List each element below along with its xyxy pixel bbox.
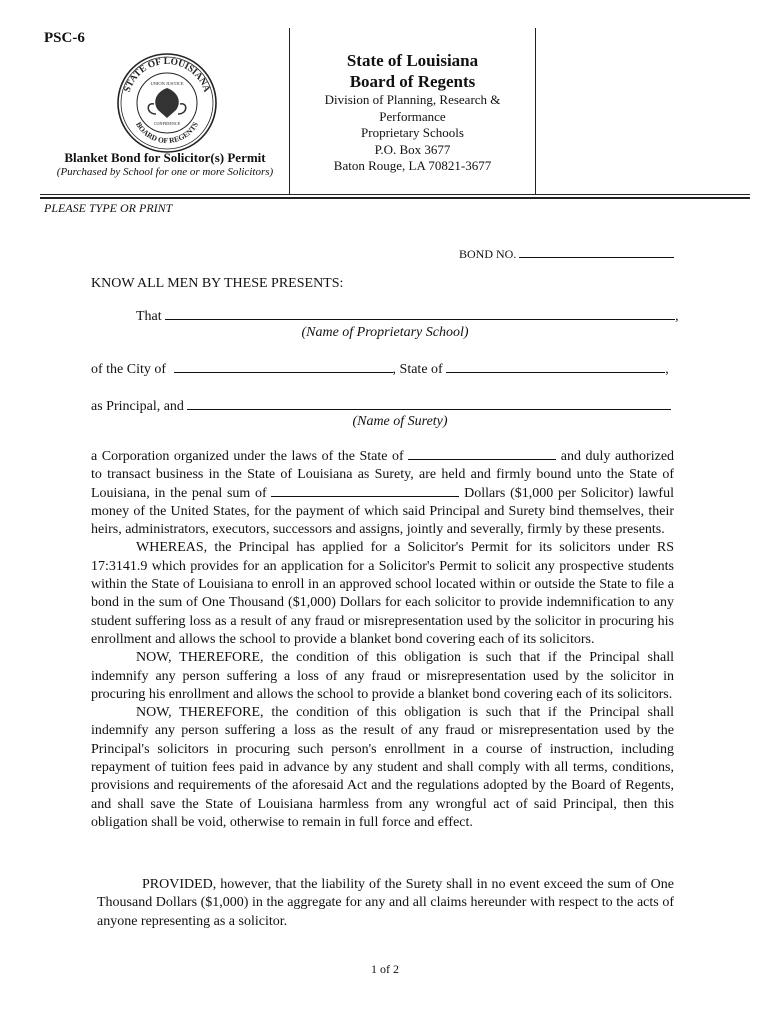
agency-po-box: P.O. Box 3677 [374, 141, 451, 157]
surety-state-field[interactable] [408, 448, 556, 460]
agency-board: Board of Regents [349, 72, 476, 91]
seal-inner-top: UNION JUSTICE [150, 81, 184, 86]
city-label: of the City of [91, 362, 167, 377]
state-field[interactable] [446, 361, 665, 373]
paragraph-provided: PROVIDED, however, that the liability of the Surety shall in no event exceed the sum of One Thousand Dollars ($1,000) in the aggregate for any and all claims hereunder with respect to the acts of anyone representing as a solicitor. [97, 877, 674, 929]
state-label: , State of [392, 362, 443, 377]
agency-city: Baton Rouge, LA 70821-3677 [333, 158, 492, 173]
city-field[interactable] [174, 361, 393, 373]
page-number: 1 of 2 [371, 962, 399, 976]
paragraph-whereas: WHEREAS, the Principal has applied for a Solicitor's Permit for its solicitors under RS 17:3141.9 which provides for an application for a Solicitor's Permit to solicit any prospective students within the State of Louisiana to enroll in an approved school located within or outside the State to file a bond in the sum of One Thousand ($1,000) Dollars for each solicitor to provide indemnification to any student suffering loss as a result of any fraud or misrepresentation used by the solicitor in procuring his enrollment and allows the school to provide a blanket bond covering each of its solicitors. [91, 540, 674, 647]
agency-division-1: Division of Planning, Research & [324, 92, 501, 107]
principal-label: as Principal, and [91, 399, 184, 414]
school-name-field[interactable] [165, 308, 675, 320]
header-divider-right [535, 28, 536, 195]
know-all-heading: KNOW ALL MEN BY THESE PRESENTS: [91, 276, 344, 291]
surety-row [91, 398, 671, 415]
provided-clause [97, 876, 674, 931]
seal-outer-text: STATE OF LOUISIANA [122, 56, 212, 94]
please-type-notice: PLEASE TYPE OR PRINT [44, 201, 173, 215]
city-state-row: of the City of , State of , [91, 362, 669, 377]
agency-block [290, 50, 535, 175]
paragraph-now-therefore-1: NOW, THEREFORE, the condition of this obligation is such that if the Principal shall indemnify any person suffering a loss of any fraud or misrepresentation used by the solicitor in procuring his enrollment and allows the school to provide a blanket bond covering each of its solicitors. [91, 650, 674, 702]
paragraph-surety-b: and duly authorized to transact business in the State of Louisiana as Surety, are held and firmly bound unto the State of Louisiana, in the penal sum of [91, 449, 675, 501]
form-id: PSC-6 [44, 30, 85, 46]
agency-state: State of Louisiana [346, 51, 479, 70]
that-label: That [136, 309, 162, 324]
agency-dept: Proprietary Schools [361, 125, 464, 140]
bond-number-label: BOND NO. [459, 247, 517, 261]
paragraph-now-therefore-2: NOW, THEREFORE, the condition of this obligation is such that if the Principal shall indemnify any person suffering a loss as the result of any fraud or misrepresentation used by the Principal's solicitors in procuring such person's enrollment in a course of instruction, including repayment of tuition fees paid in advance by any student and shall comply with all terms, conditions, provisions and requirements of the aforesaid Act and the regulations adopted by the Board of Regents, and shall save the State of Louisiana harmless from any wrongful act of said Principal, then this obligation shall be void, otherwise to remain in full force and effect. [91, 705, 674, 830]
paragraph-surety [91, 448, 674, 539]
header-rule-top [40, 194, 750, 195]
seal-lower-text: BOARD OF REGENTS [133, 120, 200, 146]
surety-name-caption: (Name of Surety) [352, 414, 448, 429]
bond-number-field[interactable] [519, 246, 674, 258]
bond-number-row [459, 246, 674, 262]
seal-inner-bottom: CONFIDENCE [153, 121, 181, 126]
form-subtitle: (Purchased by School for one or more Solicitors) [56, 166, 274, 178]
bond-body [91, 448, 674, 832]
board-of-regents-seal [116, 52, 218, 154]
agency-division-2: Performance [379, 108, 446, 124]
paragraph-surety-a: a Corporation organized under the laws of the State of [91, 449, 404, 464]
school-name-caption: (Name of Proprietary School) [301, 325, 469, 340]
form-title: Blanket Bond for Solicitor(s) Permit [64, 150, 266, 165]
penal-sum-field[interactable] [271, 485, 459, 497]
paragraph-surety-c: Dollars ($1,000 per Solicitor) lawful money of the United States, for the payment of which said Principal and Surety bind themselves, their heirs, administrators, executors, successors and assigns, jointly and severally, firmly by these presents. [91, 485, 674, 538]
surety-name-field[interactable] [187, 398, 671, 410]
school-row: That , [136, 309, 679, 324]
header-rule-bottom [40, 197, 750, 199]
